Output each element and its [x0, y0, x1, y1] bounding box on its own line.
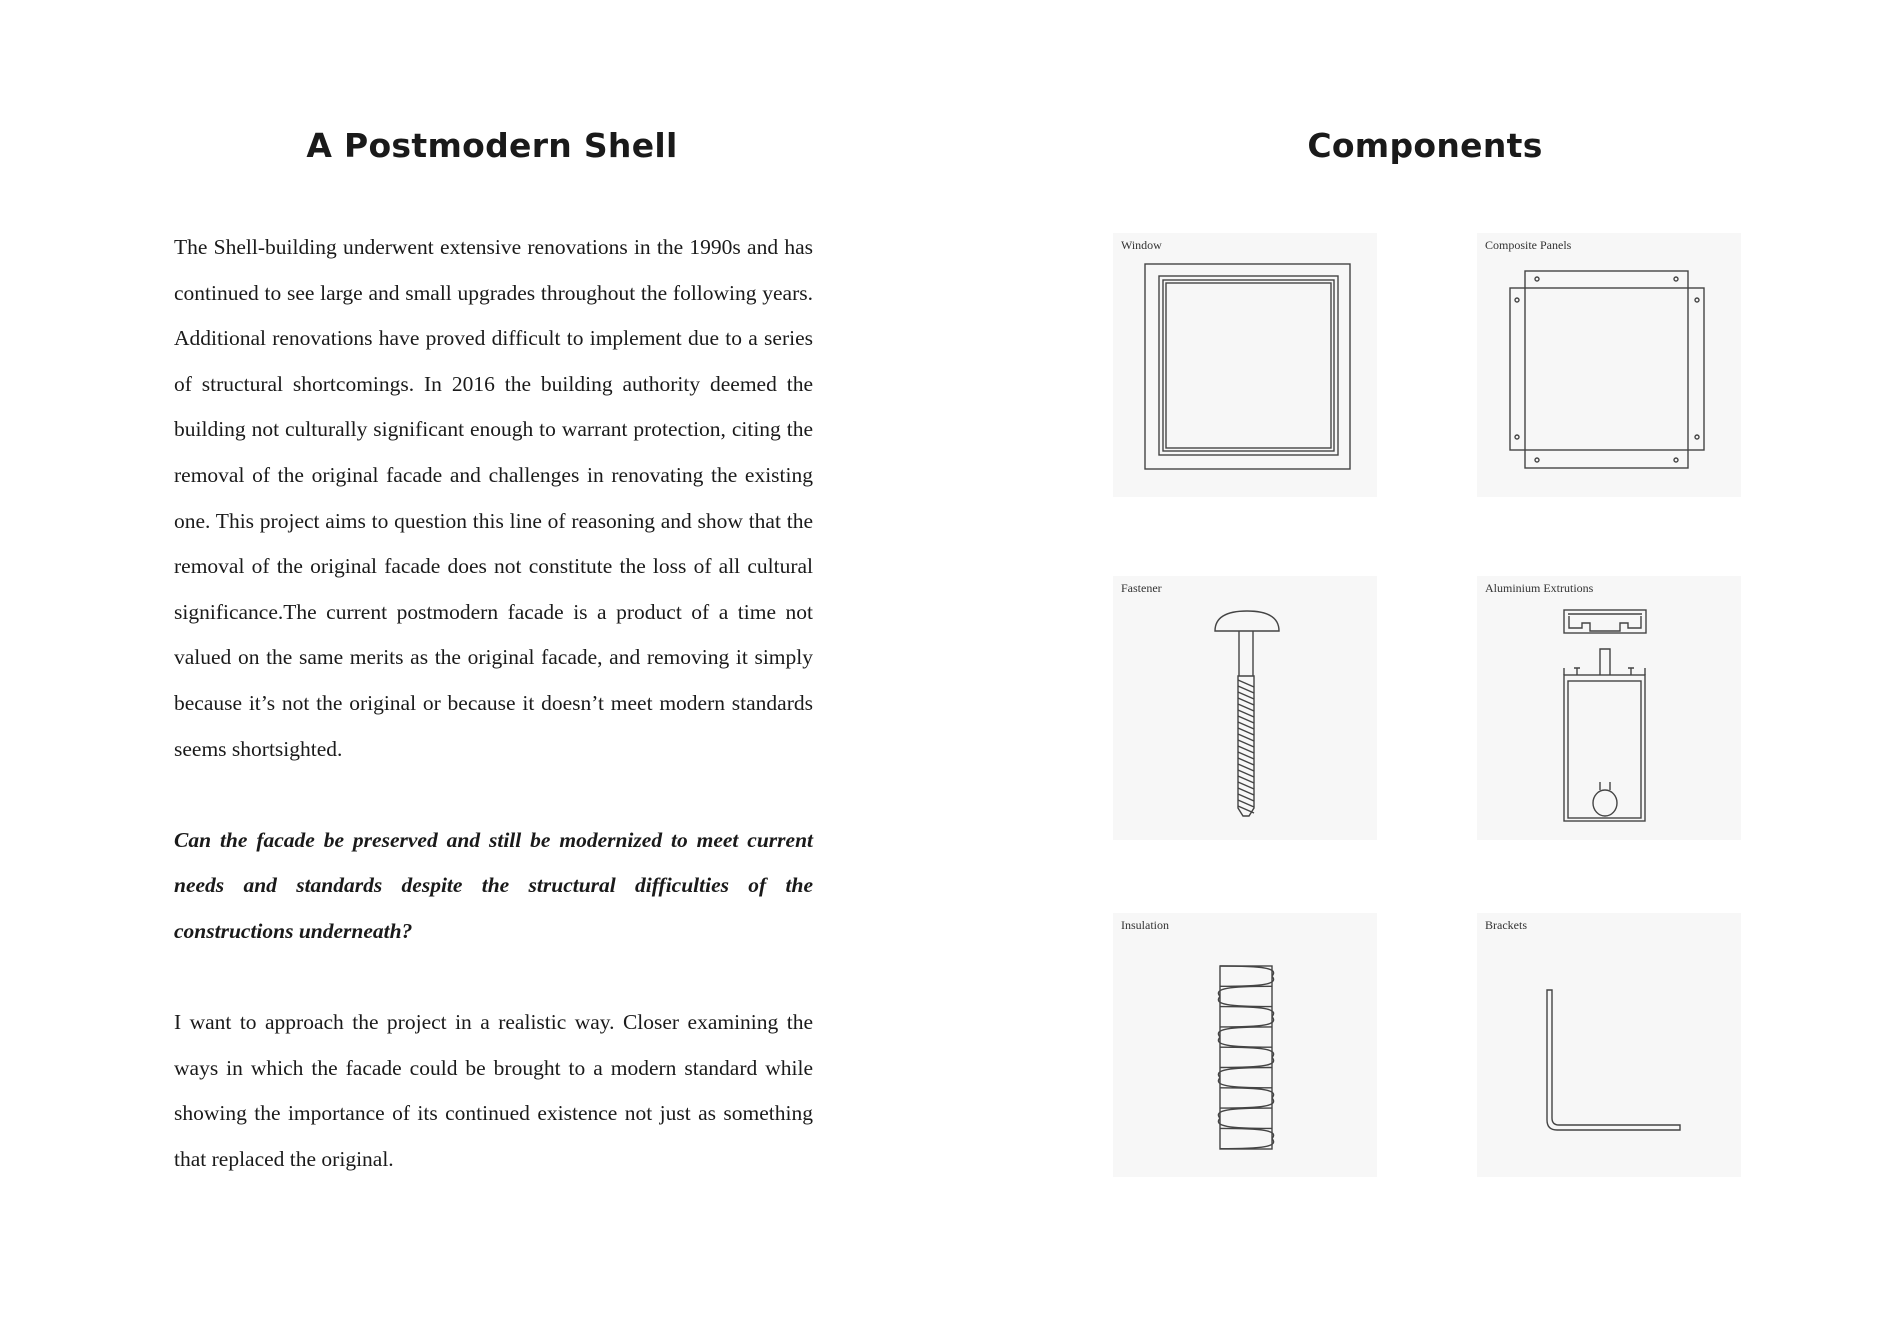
component-label: Aluminium Extrutions	[1485, 581, 1594, 595]
component-fastener	[1113, 576, 1377, 840]
thread-line	[1238, 692, 1254, 699]
thread-line	[1238, 686, 1254, 693]
thread-line	[1238, 794, 1254, 801]
body-text	[174, 225, 813, 1228]
approach-paragraph: I want to approach the project in a realistic way. Closer examining the ways in which the facade could be brought to a modern standard while showing the importance of its continued existence not just as something that replaced the original.	[174, 1010, 813, 1171]
thread-line	[1238, 704, 1254, 711]
component-label: Composite Panels	[1485, 238, 1572, 252]
thread-line	[1238, 710, 1254, 717]
thread-line	[1238, 728, 1254, 735]
component-label: Window	[1121, 238, 1162, 252]
bracket-drawing	[1477, 913, 1741, 1177]
component-label: Brackets	[1485, 918, 1527, 932]
thread-line	[1238, 770, 1254, 777]
component-window	[1113, 233, 1377, 497]
thread-line	[1238, 698, 1254, 705]
thread-line	[1238, 788, 1254, 795]
thread-line	[1238, 776, 1254, 783]
intro-paragraph: The Shell-building underwent extensive renovations in the 1990s and has continued to see large and small upgrades throughout the following years. Additional renovations have proved difficult to implement due to a series of structural shortcomings. In 2016 the building authority deemed the building not culturally significant enough to warrant protection, citing the removal of the original facade and challenges in renovating the existing one. This project aims to question this line of reasoning and show that the removal of the original facade does not constitute the loss of all cultural significance.The current postmodern facade is a product of a time not valued on the same merits as the original facade, and removing it simply because it’s not the original or because it doesn’t meet modern standards seems shortsighted.	[174, 235, 813, 761]
thread-line	[1238, 752, 1254, 759]
insulation-loops	[1218, 966, 1273, 1149]
fastener-drawing	[1113, 576, 1377, 840]
thread-line	[1238, 746, 1254, 753]
thread-line	[1238, 800, 1254, 807]
thread-line	[1238, 764, 1254, 771]
thread-line	[1238, 734, 1254, 741]
window-drawing	[1113, 233, 1377, 497]
page-title-postmodern-shell: A Postmodern Shell	[306, 126, 678, 165]
aluminium-extrusions-drawing	[1477, 576, 1741, 840]
component-insulation	[1113, 913, 1377, 1177]
research-question: Can the facade be preserved and still be modernized to meet current needs and standards despite the structural difficulties of the constructions underneath?	[174, 827, 813, 943]
component-brackets	[1477, 913, 1741, 1177]
component-label: Insulation	[1121, 918, 1169, 932]
thread-line	[1238, 716, 1254, 723]
insulation-drawing	[1113, 913, 1377, 1177]
component-aluminium-extrusions	[1477, 576, 1741, 840]
page-title-components: Components	[1307, 126, 1543, 165]
composite-panels-drawing	[1477, 233, 1741, 497]
thread-line	[1238, 740, 1254, 747]
thread-line	[1238, 722, 1254, 729]
component-composite-panels	[1477, 233, 1741, 497]
thread-line	[1238, 782, 1254, 789]
thread-line	[1238, 680, 1254, 687]
thread-line	[1238, 758, 1254, 765]
component-label: Fastener	[1121, 581, 1162, 595]
